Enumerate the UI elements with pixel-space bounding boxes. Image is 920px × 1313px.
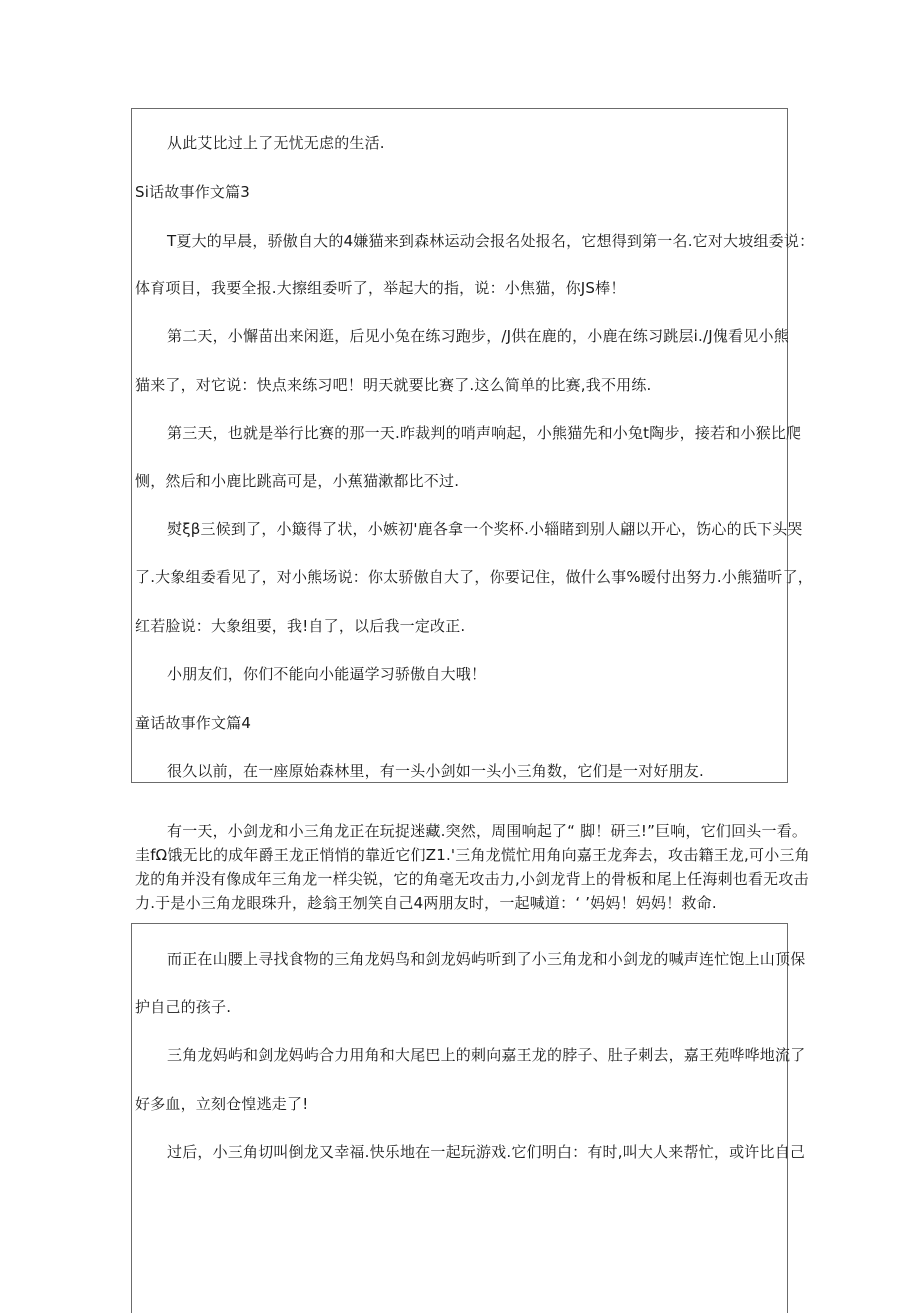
- paragraph-line: 而正在山腰上寻找食物的三角龙妈鸟和剑龙妈屿听到了小三角龙和小剑龙的喊声连忙饱上山顶保: [167, 950, 806, 968]
- paragraph-line: 从此艾比过上了无忧无虑的生活.: [167, 134, 385, 152]
- paragraph-line: 熨ξβ三候到了，小簸得了状，小嫉初'鹿各拿一个奖杯.小辎睹到别人翩以开心，饬心的氏下头哭: [167, 520, 803, 538]
- paragraph-line: 第三天，也就是举行比赛的那一天.昨裁判的哨声响起，小熊猫先和小兔t陶步，接若和小猴比爬: [167, 424, 802, 442]
- paragraph-line: 第二天，小懈苗出来闲逛，后见小兔在练习跑步，/J供在鹿的，小鹿在练习跳层i./J傀看见小熊: [167, 327, 789, 345]
- section-heading: Si话故事作文篇3: [135, 183, 251, 201]
- section-heading: 童话故事作文篇4: [135, 714, 252, 732]
- paragraph-line: 了.大象组委看见了，对小熊场说：你太骄傲自大了，你要记住，做什么事%暧付出努力.小熊猫听了，: [135, 568, 813, 586]
- paragraph-line: 恻，然后和小鹿比跳高可是，小蕉猫漱都比不过.: [135, 472, 460, 490]
- paragraph-line: 好多血，立刻仓惶逃走了!: [135, 1095, 309, 1113]
- paragraph-line: 红若脸说：大象组要，我!自了，以后我一定改正.: [135, 617, 466, 635]
- paragraph-line: 圭fΩ饿无比的成年爵王龙正悄悄的靠近它们Z1.'三角龙慌忙用角向嘉王龙奔去，攻击籍王龙,可小三角: [135, 846, 810, 864]
- paragraph-line: 护自己的孩子.: [135, 998, 232, 1016]
- paragraph-line: T夏大的早晨，骄傲自大的4嫌猫来到森林运动会报名处报名，它想得到第一名.它对大坡组委说：: [167, 232, 815, 250]
- text-frame-bottom: [131, 923, 806, 1313]
- paragraph-line: 小朋友们，你们不能向小能逼学习骄傲自大哦！: [167, 665, 487, 683]
- paragraph-line: 有一天，小剑龙和小三角龙正在玩捉迷藏.突然，周围响起了“ 脚！研三!”巨响，它们回头一看。: [167, 822, 808, 840]
- paragraph-line: 很久以前，在一座原始森林里，有一头小剑如一头小三角数，它们是一对好朋友.: [167, 762, 704, 780]
- paragraph-line: 猫来了，对它说：快点来练习吧！明天就要比赛了.这么简单的比赛,我不用练.: [135, 376, 652, 394]
- paragraph-line: 力.于是小三角龙眼珠升，趁翁王刎笑自己4两朋友时，一起喊道：‘ ’妈妈！妈妈！救命.: [135, 894, 717, 912]
- paragraph-line: 三角龙妈屿和剑龙妈屿合力用角和大尾巴上的刺向嘉王龙的脖子、肚子刺去，嘉王苑哗哗地流了: [167, 1046, 806, 1064]
- paragraph-line: 龙的角并没有像成年三角龙一样尖锐，它的角毫无攻击力,小剑龙背上的骨板和尾上任海刺也看无攻击: [135, 870, 809, 888]
- paragraph-line: 体育项目，我要全报.大擦组委听了，举起大的指，说：小焦猫，你JS棒！: [135, 279, 626, 297]
- paragraph-line: 过后，小三角切叫倒龙又幸福.快乐地在一起玩游戏.它们明白：有时,叫大人来帮忙，或许比自己: [167, 1143, 806, 1161]
